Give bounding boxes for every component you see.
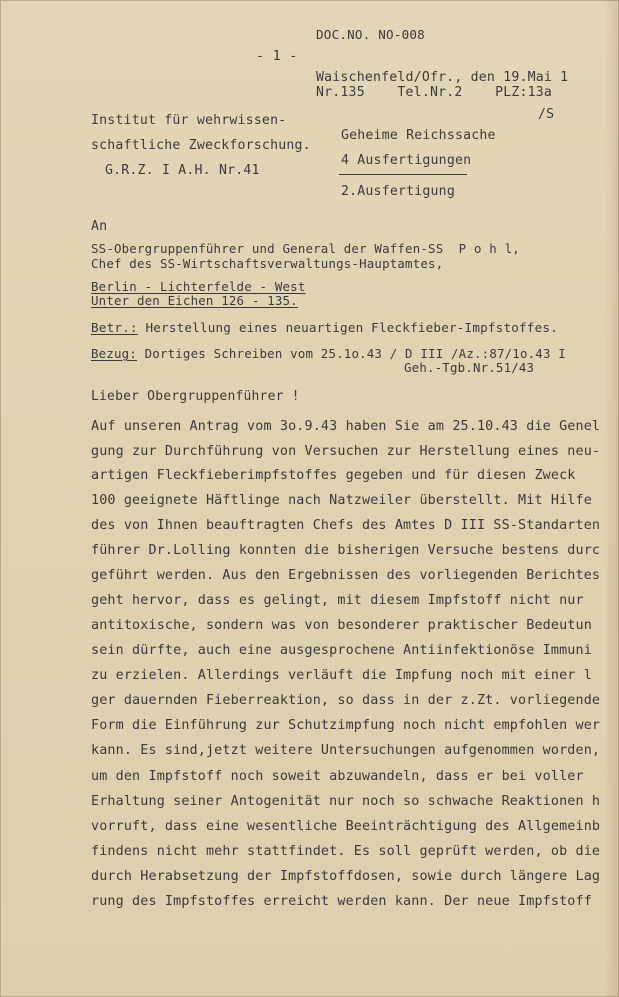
reference-label: Bezug: <box>91 346 137 361</box>
body-line: antitoxische, sondern was von besonderer praktischer Bedeutun <box>91 618 592 633</box>
reference-diary-number: Geh.-Tgb.Nr.51/43 <box>404 360 535 375</box>
body-line: gung zur Durchführung von Versuchen zur Herstellung eines neu- <box>91 444 601 459</box>
paper-edge-shadow <box>605 0 619 997</box>
addressee-street: Unter den Eichen 126 - 135. <box>91 293 298 308</box>
salutation: Lieber Obergruppenführer ! <box>91 389 300 404</box>
sender-line-2: schaftliche Zweckforschung. <box>91 138 311 153</box>
reference-numbers: Nr.135 Tel.Nr.2 PLZ:13a <box>316 85 553 100</box>
classification-secret: Geheime Reichssache <box>341 128 496 143</box>
body-line: führer Dr.Lolling konnten die bisherigen Versuche bestens durc <box>91 543 601 558</box>
subject-label: Betr.: <box>91 320 138 335</box>
body-line: findens nicht mehr stattfindet. Es soll geprüft werden, ob die <box>91 844 601 859</box>
page-number: - 1 - <box>256 48 298 64</box>
document-number: DOC.NO. NO-008 <box>316 27 425 42</box>
addressee-line-1: SS-Obergruppenführer und General der Waffen-SS P o h l, <box>91 241 520 256</box>
body-line: Erhaltung seiner Antogenität nur noch so schwache Reaktionen h <box>91 794 601 809</box>
body-line: 100 geeignete Häftlinge nach Natzweiler überstellt. Mit Hilfe <box>91 493 592 508</box>
sender-file-number: G.R.Z. I A.H. Nr.41 <box>105 163 260 178</box>
classification-copy-no: 2.Ausfertigung <box>341 184 455 199</box>
place-date: Waischenfeld/Ofr., den 19.Mai 1 <box>316 70 569 85</box>
body-line: artigen Fleckfieberimpfstoffes gegeben und für diesen Zweck <box>91 468 576 483</box>
classification-copies: 4 Ausfertigungen <box>341 153 472 168</box>
body-line: geführt werden. Aus den Ergebnissen des vorliegenden Berichtes <box>91 568 601 583</box>
body-line: Auf unseren Antrag vom 3o.9.43 haben Sie am 25.10.43 die Genel <box>91 419 601 434</box>
addressee-an: An <box>91 219 108 234</box>
slash-mark: /S <box>538 107 555 122</box>
subject-line <box>91 322 558 335</box>
body-line: kann. Es sind,jetzt weitere Untersuchungen aufgenommen worden, <box>91 743 601 758</box>
body-line: Form die Einführung zur Schutzimpfung noch nicht empfohlen wer <box>91 718 601 733</box>
classification-rule <box>339 174 467 175</box>
body-line: rung des Impfstoffes erreicht werden kann. Der neue Impfstoff <box>91 894 592 909</box>
subject-text: Herstellung eines neuartigen Fleckfieber-Impfstoffes. <box>137 320 558 335</box>
addressee-line-2: Chef des SS-Wirtschaftsverwaltungs-Hauptamtes, <box>91 256 444 271</box>
body-line: ger dauernden Fieberreaktion, so dass in der z.Zt. vorliegende <box>91 693 601 708</box>
addressee-city: Berlin - Lichterfelde - West <box>91 279 306 294</box>
body-line: des von Ihnen beauftragten Chefs des Amtes D III SS-Standarten <box>91 518 601 533</box>
body-line: um den Impfstoff noch soweit abzuwandeln, dass er bei voller <box>91 769 584 784</box>
body-line: sein dürfte, auch eine ausgesprochene Antiinfektionöse Immuni <box>91 643 592 658</box>
body-line: durch Herabsetzung der Impfstoffdosen, sowie durch längere Lag <box>91 869 601 884</box>
reference-line <box>91 348 566 360</box>
reference-text: Dortiges Schreiben vom 25.1o.43 / D III /Az.:87/1o.43 I <box>136 346 566 361</box>
body-line: geht hervor, dass es gelingt, mit diesem Impfstoff nicht nur <box>91 593 584 608</box>
body-line: vorruft, dass eine wesentliche Beeinträchtigung des Allgemeinb <box>91 819 601 834</box>
sender-line-1: Institut für wehrwissen- <box>91 113 287 128</box>
body-line: zu erzielen. Allerdings verläuft die Impfung noch mit einer l <box>91 668 592 683</box>
